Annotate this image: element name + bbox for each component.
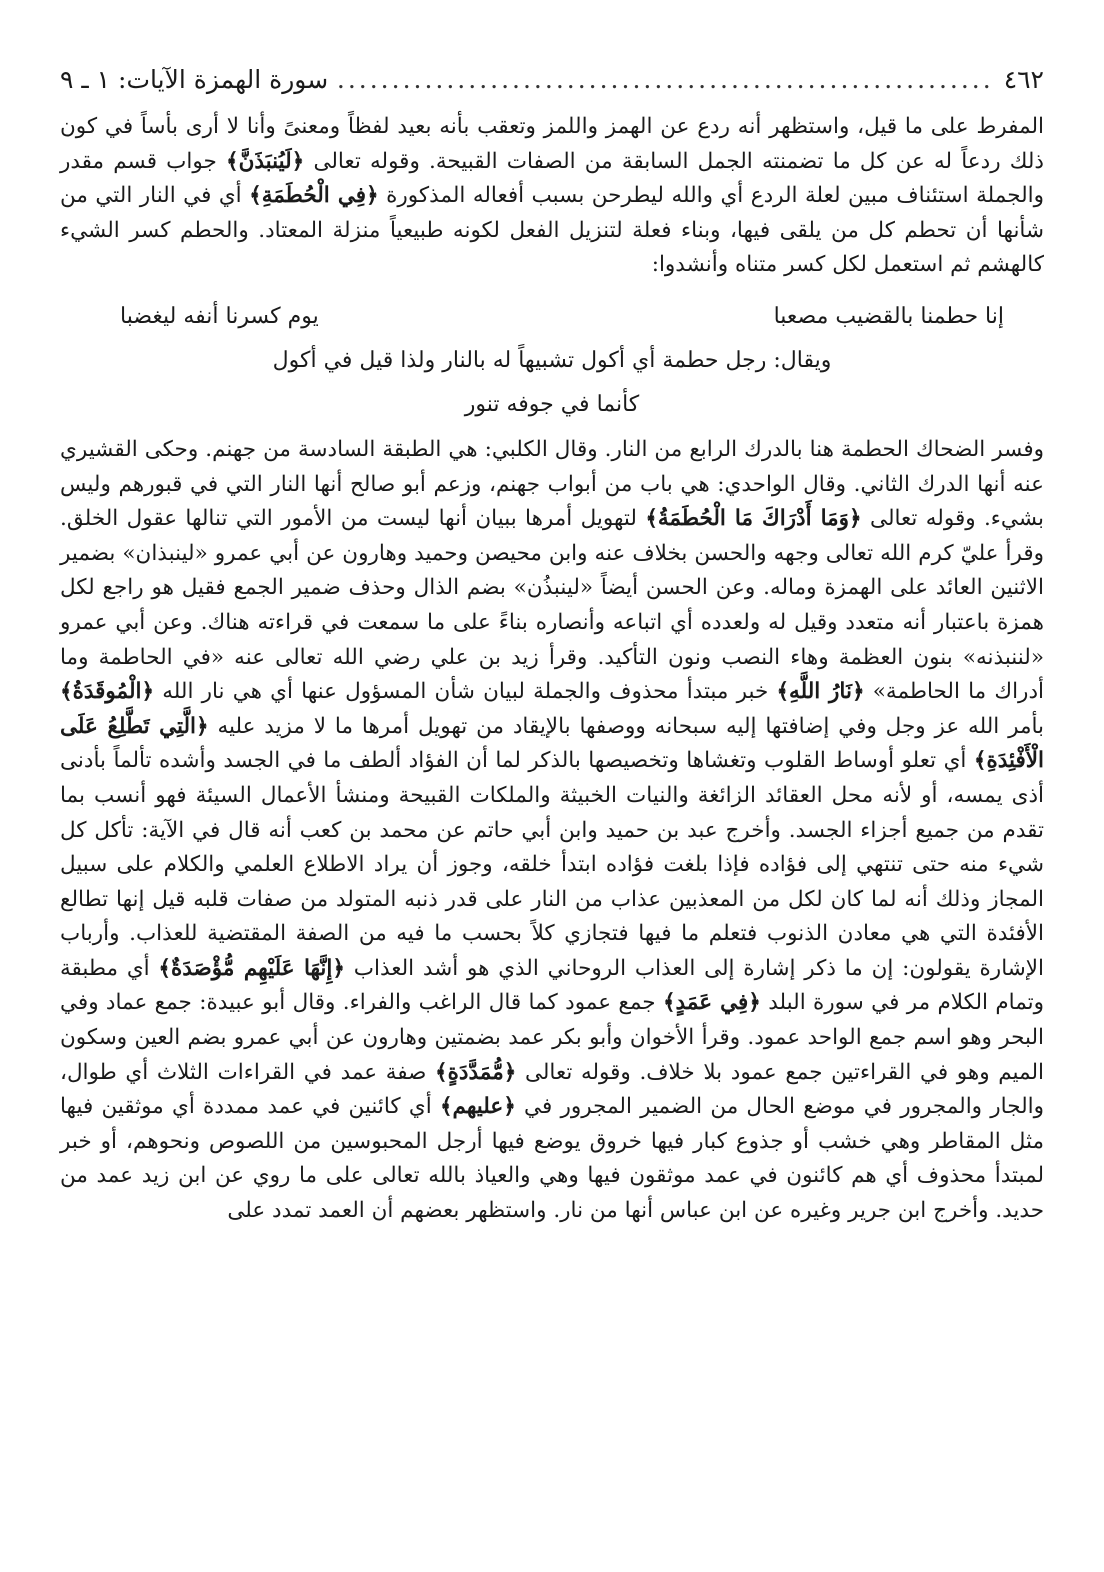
quran-quote: ﴿فِي عَمَدٍ﴾ bbox=[662, 990, 761, 1016]
text-run: صفة عمد في القراءات الثلاث أي طوال، والجار والمجرور في موضع الحال من الضمير المجرور في bbox=[60, 1059, 1045, 1120]
text-run: جواب قسم مقدر والجملة استئناف مبين لعلة الردع أي والله ليطرحن بسبب أفعاله المذكورة bbox=[60, 148, 1044, 209]
text-run: وفسر الضحاك الحطمة هنا بالدرك الرابع من النار. وقال الكلبي: هي الطبقة السادسة من جهنم. وحكى القشيري عنه أنها الدرك الثاني. وقال الواحدي: هي باب من أبواب جهنم، وزعم أبو صالح أنها النار التي في قبورهم وليس بشيء. وقوله تعالى bbox=[60, 436, 1044, 532]
quran-quote: ﴿عليهم﴾ bbox=[439, 1094, 516, 1120]
centered-line: ويقال: رجل حطمة أي أكول تشبيهاً له بالنار ولذا قيل في أكول bbox=[272, 347, 832, 373]
quran-quote: ﴿وَمَا أَدْرَاكَ مَا الْحُطَمَةُ﴾ bbox=[645, 506, 862, 532]
quran-quote: ﴿مُّمَدَّدَةٍ﴾ bbox=[435, 1059, 517, 1085]
quran-quote: ﴿لَيُنبَذَنَّ﴾ bbox=[225, 148, 305, 174]
quran-quote: ﴿الْمُوقَدَةُ﴾ bbox=[60, 679, 155, 705]
poem-verse bbox=[60, 297, 1044, 337]
page-number: ٤٦٢ bbox=[1003, 65, 1044, 94]
text-run: المفرط على ما قيل، واستظهر أنه ردع عن الهمز واللمز وتعقب بأنه بعيد لفظاً ومعنىً وأنا لا أرى بأساً في كون ذلك ردعاً له عن كل ما تضمنته الجمل السابقة من الصفات القبيحة. وقوله تعالى bbox=[60, 114, 1044, 174]
text-run: أي كائنين في عمد ممددة أي موثقين فيها مثل المقاطر وهي خشب أو جذوع كبار فيها خروق يوضع فيها أرجل المحبوسين من اللصوص ونحوهم، أو خبر لمبتدأ محذوف أي هم كائنون في عمد موثقون فيها وهي والعياذ بالله تعالى على ما روي عن ابن زيد عمد من حديد. وأخرج ابن جرير وغيره عن ابن عباس أنها من نار. واستظهر بعضهم أن العمد تمدد على bbox=[60, 1094, 1044, 1224]
text-run: خبر مبتدأ محذوف والجملة لبيان شأن المسؤول عنها أي هي نار الله bbox=[154, 679, 777, 705]
text-run: أي في النار التي من شأنها أن تحطم كل من يلقى فيها، وبناء فعلة لتنزيل الفعل لكونه طبيعياً منزلة المعتاد. والحطم كسر الشيء كالهشم ثم استعمل لكل كسر متناه وأنشدوا: bbox=[60, 183, 1044, 278]
quran-quote: ﴿إِنَّهَا عَلَيْهِم مُّؤْصَدَةٌ﴾ bbox=[158, 955, 345, 981]
text-run: بأمر الله عز وجل وفي إضافتها إليه سبحانه ووصفها بالإيقاد من تهويل أمرها ما لا مزيد عليه bbox=[208, 713, 1044, 739]
text-run: جمع عمود كما قال الراغب والفراء. وقال أبو عبيدة: جمع عماد وفي البحر وهو اسم جمع الواحد عمود. وقرأ الأخوان وأبو بكر عمد بضمتين وهارون عن أبي عمرو بضم العين وسكون الميم وهو في القراءتين جمع عمود بلا خلاف. وقوله تعالى bbox=[60, 990, 1044, 1085]
surah-title: سورة الهمزة الآيات: ١ ـ ٩ bbox=[60, 65, 329, 94]
paragraph-1 bbox=[60, 110, 1044, 283]
centered-verse: كأنما في جوفه تنور bbox=[464, 391, 640, 417]
text-run: أي مطبقة وتمام الكلام مر في سورة البلد bbox=[60, 955, 1045, 1016]
quran-quote: ﴿نَارُ اللَّهِ﴾ bbox=[776, 679, 865, 705]
quran-quote: ﴿فِي الْحُطَمَةِ﴾ bbox=[249, 183, 379, 209]
text-run: أي تعلو أوساط القلوب وتغشاها وتخصيصها بالذكر لما أن الفؤاد ألطف ما في الجسد وأشده تألماً بأدنى أذى يمسه، أو لأنه محل العقائد الزائغة والنيات الخبيثة والملكات القبيحة ومنشأ الأعمال السيئة فهو أنسب بما تقدم من جميع أجزاء الجسد. وأخرج عبد بن حميد وابن أبي حاتم عن محمد بن كعب أنه قال في الآية: تأكل كل شيء منه حتى تنتهي إلى فؤاده فإذا بلغت فؤاده ابتدأ خلقه، وجوز أن يراد الاطلاع العلمي والكلام على سبيل المجاز وذلك أنه لما كان لكل من المعذبين عذاب من النار على قدر ذنبه المتولد من صفات قلبه قيل إنها تطالع الأفئدة التي هي معادن الذنوب فتعلم ما فيها فتجازي كلاً بحسب ما فيه من الصفة المقتضية للعذاب. وأرباب الإشارة يقولون: إن ما ذكر إشارة إلى العذاب الروحاني الذي هو أشد العذاب bbox=[60, 748, 1044, 981]
text-run: لتهويل أمرها ببيان أنها ليست من الأمور التي تنالها عقول الخلق. وقرأ عليّ كرم الله تعالى وجهه والحسن بخلاف عنه وابن محيصن وحميد وهارون عن أبي عمرو «لينبذان» بضمير الاثنين العائد على الهمزة وماله. وعن الحسن أيضاً «لينبذُن» بضم الذال وحذف ضمير الجمع فقيل هو راجع لكل همزة باعتبار أنه متعدد وقيل له ولعدده أي اتباعه وأنصاره بناءً على ما سمعت في قراءته هناك. وعن أبي عمرو «لننبذنه» بنون العظمة وهاء النصب ونون التأكيد. وقرأ زيد بن علي رضي الله تعالى عنه «في الحاطمة وما أدراك ما الحاطمة» bbox=[60, 506, 1044, 705]
header-leader-dots bbox=[338, 58, 994, 102]
page bbox=[60, 58, 1044, 1548]
poem-hemistich-right: إنا حطمنا بالقضيب مصعبا bbox=[773, 303, 1004, 329]
running-header bbox=[60, 58, 1044, 102]
quran-quote: ﴿الَّتِي تَطَّلِعُ عَلَى الْأَفْئِدَةِ﴾ bbox=[60, 713, 1044, 774]
paragraph-2 bbox=[60, 433, 1044, 1229]
poem-hemistich-left: يوم كسرنا أنفه ليغضبا bbox=[120, 303, 319, 329]
